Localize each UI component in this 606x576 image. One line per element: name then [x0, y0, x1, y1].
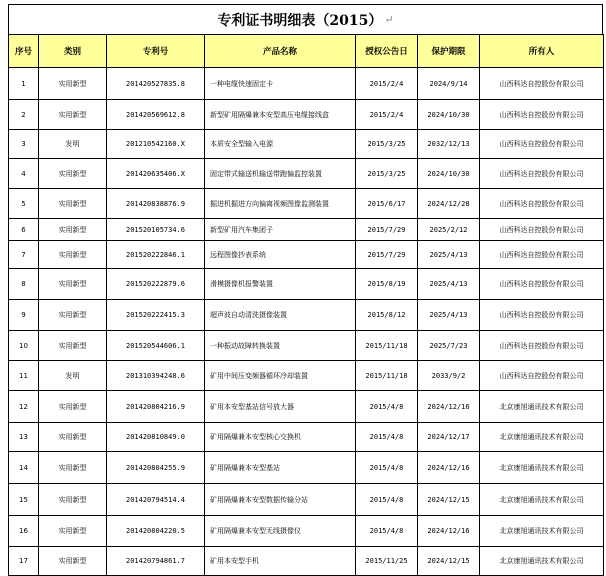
cell-patent-no: 201420804220.5 [107, 516, 205, 547]
cell-grant-date: 2015/8/19 [356, 269, 418, 300]
cell-index: 5 [9, 189, 39, 219]
cell-product-name: 一种振动故障转换装置 [205, 331, 356, 361]
cell-product-name: 矿用隔爆兼本安型核心交换机 [205, 423, 356, 452]
table-row [9, 189, 604, 219]
cell-patent-no: 201520222415.3 [107, 300, 205, 331]
cell-grant-date: 2015/11/25 [356, 547, 418, 576]
cell-grant-date: 2015/2/4 [356, 68, 418, 100]
cell-type: 实用新型 [39, 452, 107, 484]
cell-protection-period: 2024/12/28 [418, 189, 480, 219]
header-patent-no: 专利号 [107, 35, 205, 68]
page-title-bar [8, 4, 603, 34]
cell-product-name: 固定带式输送机输送带跑偏监控装置 [205, 159, 356, 189]
cell-type: 实用新型 [39, 219, 107, 241]
table-header-row [9, 35, 604, 68]
table-body [9, 68, 604, 576]
cell-owner: 山西科达自控股份有限公司 [480, 100, 604, 130]
cell-protection-period: 2025/4/13 [418, 241, 480, 269]
cell-patent-no: 201210542160.X [107, 130, 205, 159]
header-protection-period: 保护期限 [418, 35, 480, 68]
cell-product-name: 掘进机掘进方向偏离视频图像监测装置 [205, 189, 356, 219]
header-grant-date: 授权公告日 [356, 35, 418, 68]
cell-protection-period: 2025/4/13 [418, 269, 480, 300]
cell-index: 7 [9, 241, 39, 269]
header-product-name: 产品名称 [205, 35, 356, 68]
cell-grant-date: 2015/2/4 [356, 100, 418, 130]
cell-grant-date: 2015/6/17 [356, 189, 418, 219]
cell-product-name: 远程图像抄表系统 [205, 241, 356, 269]
cell-index: 2 [9, 100, 39, 130]
cell-owner: 山西科达自控股份有限公司 [480, 219, 604, 241]
cell-owner: 山西科达自控股份有限公司 [480, 130, 604, 159]
cell-owner: 北京康旭通讯技术有限公司 [480, 391, 604, 423]
cell-product-name: 矿用本安型手机 [205, 547, 356, 576]
table-row [9, 484, 604, 516]
cell-index: 11 [9, 361, 39, 391]
table-row [9, 159, 604, 189]
cell-index: 4 [9, 159, 39, 189]
cell-protection-period: 2024/10/30 [418, 100, 480, 130]
cell-protection-period: 2025/4/13 [418, 300, 480, 331]
cell-type: 实用新型 [39, 300, 107, 331]
cell-index: 16 [9, 516, 39, 547]
cell-patent-no: 201420804216.9 [107, 391, 205, 423]
cell-type: 实用新型 [39, 423, 107, 452]
cell-index: 3 [9, 130, 39, 159]
cell-index: 13 [9, 423, 39, 452]
cell-protection-period: 2024/12/15 [418, 484, 480, 516]
cell-index: 6 [9, 219, 39, 241]
cell-patent-no: 201420838876.9 [107, 189, 205, 219]
cell-protection-period: 2033/9/2 [418, 361, 480, 391]
cell-patent-no: 201420527835.8 [107, 68, 205, 100]
table-row [9, 68, 604, 100]
cell-product-name: 新型矿用隔爆兼本安型高压电缆接线盒 [205, 100, 356, 130]
cell-index: 1 [9, 68, 39, 100]
cell-type: 实用新型 [39, 100, 107, 130]
cell-patent-no: 201520544606.1 [107, 331, 205, 361]
cell-patent-no: 201520105734.6 [107, 219, 205, 241]
cell-patent-no: 201520222846.1 [107, 241, 205, 269]
cell-owner: 山西科达自控股份有限公司 [480, 189, 604, 219]
cell-grant-date: 2015/4/8 [356, 391, 418, 423]
cell-type: 实用新型 [39, 269, 107, 300]
table-row [9, 300, 604, 331]
cell-patent-no: 201420569612.8 [107, 100, 205, 130]
cell-index: 14 [9, 452, 39, 484]
cell-product-name: 矿用本安型基站信号放大器 [205, 391, 356, 423]
cell-type: 发明 [39, 361, 107, 391]
patent-table [8, 34, 604, 576]
cell-index: 17 [9, 547, 39, 576]
return-mark-icon: ↵ [384, 13, 394, 26]
cell-type: 实用新型 [39, 189, 107, 219]
cell-index: 15 [9, 484, 39, 516]
cell-owner: 山西科达自控股份有限公司 [480, 159, 604, 189]
cell-grant-date: 2015/8/12 [356, 300, 418, 331]
page-title: 专利证书明细表（2015） [217, 12, 383, 29]
table-row [9, 452, 604, 484]
cell-type: 实用新型 [39, 547, 107, 576]
cell-patent-no: 201420794861.7 [107, 547, 205, 576]
cell-protection-period: 2024/12/16 [418, 452, 480, 484]
cell-protection-period: 2024/9/14 [418, 68, 480, 100]
cell-owner: 山西科达自控股份有限公司 [480, 269, 604, 300]
header-index: 序号 [9, 35, 39, 68]
cell-type: 实用新型 [39, 516, 107, 547]
cell-product-name: 矿用隔爆兼本安型数据传输分站 [205, 484, 356, 516]
cell-type: 发明 [39, 130, 107, 159]
cell-owner: 山西科达自控股份有限公司 [480, 241, 604, 269]
cell-protection-period: 2024/12/17 [418, 423, 480, 452]
cell-owner: 北京康旭通讯技术有限公司 [480, 423, 604, 452]
cell-product-name: 一种电缆快速固定卡 [205, 68, 356, 100]
cell-protection-period: 2024/10/30 [418, 159, 480, 189]
cell-patent-no: 201420804255.9 [107, 452, 205, 484]
cell-owner: 山西科达自控股份有限公司 [480, 331, 604, 361]
cell-patent-no: 201420810849.0 [107, 423, 205, 452]
cell-owner: 北京康旭通讯技术有限公司 [480, 484, 604, 516]
cell-owner: 山西科达自控股份有限公司 [480, 68, 604, 100]
cell-type: 实用新型 [39, 484, 107, 516]
cell-index: 8 [9, 269, 39, 300]
cell-grant-date: 2015/3/25 [356, 130, 418, 159]
cell-grant-date: 2015/7/29 [356, 219, 418, 241]
cell-grant-date: 2015/4/8 [356, 484, 418, 516]
cell-protection-period: 2025/2/12 [418, 219, 480, 241]
cell-product-name: 矿用隔爆兼本安型无线摄像仪 [205, 516, 356, 547]
cell-product-name: 矿用中间压变频器循环冷却装置 [205, 361, 356, 391]
table-row [9, 269, 604, 300]
cell-patent-no: 201420635406.X [107, 159, 205, 189]
cell-protection-period: 2024/12/15 [418, 547, 480, 576]
cell-index: 10 [9, 331, 39, 361]
cell-protection-period: 2032/12/13 [418, 130, 480, 159]
cell-grant-date: 2015/7/29 [356, 241, 418, 269]
cell-type: 实用新型 [39, 68, 107, 100]
cell-product-name: 滑模摄像机报警装置 [205, 269, 356, 300]
cell-grant-date: 2015/11/18 [356, 331, 418, 361]
cell-owner: 北京康旭通讯技术有限公司 [480, 452, 604, 484]
cell-owner: 山西科达自控股份有限公司 [480, 361, 604, 391]
table-row [9, 100, 604, 130]
cell-product-name: 超声波自动清洗摄像装置 [205, 300, 356, 331]
cell-product-name: 矿用隔爆兼本安型基站 [205, 452, 356, 484]
cell-index: 9 [9, 300, 39, 331]
cell-type: 实用新型 [39, 241, 107, 269]
cell-grant-date: 2015/11/18 [356, 361, 418, 391]
table-row [9, 331, 604, 361]
table-row [9, 423, 604, 452]
table-row [9, 130, 604, 159]
cell-grant-date: 2015/4/8 [356, 452, 418, 484]
cell-owner: 山西科达自控股份有限公司 [480, 300, 604, 331]
cell-patent-no: 201520222879.6 [107, 269, 205, 300]
header-type: 类别 [39, 35, 107, 68]
cell-owner: 北京康旭通讯技术有限公司 [480, 516, 604, 547]
cell-product-name: 本质安全型输入电源 [205, 130, 356, 159]
cell-owner: 北京康旭通讯技术有限公司 [480, 547, 604, 576]
cell-protection-period: 2024/12/16 [418, 391, 480, 423]
cell-grant-date: 2015/3/25 [356, 159, 418, 189]
cell-type: 实用新型 [39, 331, 107, 361]
table-row [9, 361, 604, 391]
cell-protection-period: 2024/12/16 [418, 516, 480, 547]
cell-index: 12 [9, 391, 39, 423]
table-row [9, 516, 604, 547]
cell-type: 实用新型 [39, 391, 107, 423]
table-row [9, 391, 604, 423]
table-row [9, 241, 604, 269]
table-row [9, 219, 604, 241]
cell-patent-no: 201310394248.6 [107, 361, 205, 391]
cell-product-name: 新型矿用汽车集团子 [205, 219, 356, 241]
cell-type: 实用新型 [39, 159, 107, 189]
header-owner: 所有人 [480, 35, 604, 68]
cell-grant-date: 2015/4/8 [356, 423, 418, 452]
table-row [9, 547, 604, 576]
cell-patent-no: 201420794514.4 [107, 484, 205, 516]
cell-grant-date: 2015/4/8 [356, 516, 418, 547]
cell-protection-period: 2025/7/23 [418, 331, 480, 361]
